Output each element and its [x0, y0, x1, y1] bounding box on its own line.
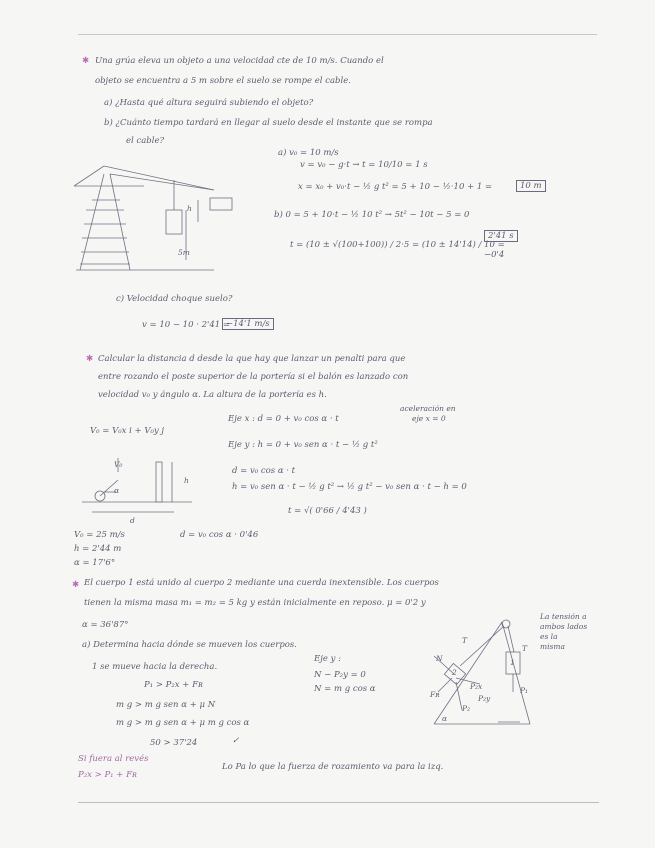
force-N-label: N [436, 654, 443, 663]
problem-2-line-1: Calcular la distancia d desde la que hay que lanzar un penalti para que [98, 354, 406, 364]
force-T-hanging-label: T [522, 644, 528, 653]
incline-alpha-label: α [442, 714, 448, 723]
eje-y-label-3: Eje y : [314, 654, 341, 664]
force-P2x-label: P₂x [470, 682, 483, 691]
problem-1-bullet: ✱ [82, 56, 90, 66]
crane-5m-label: 5m [178, 248, 190, 257]
given-h: h = 2'44 m [74, 544, 122, 554]
problem-2-line-2: entre rozando el poste superior de la portería si el balón es lanzado con [98, 372, 409, 382]
crane-diagram [74, 160, 244, 280]
mass-2-label: 2 [452, 668, 457, 677]
force-P2-label: P₂ [462, 704, 471, 713]
problem-1-question-b-cont: el cable? [126, 136, 165, 146]
alternative-case: Si fuera al revés [78, 754, 149, 764]
solution-1a-position: x = x₀ + v₀·t − ½ g t² = 5 + 10 − ½·10 + 1 = [298, 182, 493, 192]
force-P2y-label: P₂y [478, 694, 491, 703]
equation-t: t = √( 0'66 / 4'43 ) [288, 506, 367, 516]
penalty-v0-label: V₀ [114, 460, 123, 469]
page-top-rule [78, 34, 597, 35]
note-axis-x-zero: eje x = 0 [412, 414, 446, 423]
answer-1a-box: 10 m [516, 180, 546, 192]
step-5-result: 50 > 37'24 [150, 738, 198, 748]
given-v0: V₀ = 25 m/s [74, 530, 125, 540]
problem-2-bullet: ✱ [86, 354, 94, 364]
crane-height-label: h [187, 204, 192, 213]
problem-1-line-2: objeto se encuentra a 5 m sobre el suelo se rompe el cable. [95, 76, 351, 86]
problem-3-line-1: El cuerpo 1 está unido al cuerpo 2 mediante una cuerda inextensible. Los cuerpos [84, 578, 439, 588]
solution-1c: v = 10 − 10 · 2'41 = [142, 320, 230, 330]
problem-3-question-a: a) Determina hacia dónde se mueven los cuerpos. [82, 640, 297, 650]
answer-1c-box: −14'1 m/s [222, 318, 274, 330]
velocity-vector-eq: V₀ = V₀x i + V₀y j [90, 426, 165, 436]
mass-1-label: 1 [510, 658, 515, 667]
penalty-diagram [82, 448, 192, 520]
solution-1b-equation: b) 0 = 5 + 10·t − ½ 10 t² → 5t² − 10t − 5 = 0 [274, 210, 470, 220]
solution-1a-v0: a) v₀ = 10 m/s [278, 148, 339, 158]
equation-d: d = v₀ cos α · t [232, 466, 296, 476]
force-FR-label: Fʀ [430, 690, 440, 699]
page-bottom-rule [78, 802, 599, 803]
solution-1a-velocity: v = v₀ − g·t → t = 10/10 = 1 s [300, 160, 428, 170]
problem-3-line-3: α = 36'87° [82, 620, 129, 630]
penalty-alpha-label: α [114, 486, 120, 495]
answer-1b-negative: −0'4 [484, 250, 505, 260]
problem-3-line-2: tienen la misma masa m₁ = m₂ = 5 kg y están inicialmente en reposo. μ = 0'2 y [84, 598, 426, 608]
check-mark: ✓ [232, 736, 240, 746]
problem-2-line-3: velocidad v₀ y ángulo α. La altura de la portería es h. [98, 390, 327, 400]
equation-h: h = v₀ sen α · t − ½ g t² → ½ g t² − v₀ sen α · t − h = 0 [232, 482, 467, 492]
tension-note-3: es la [540, 632, 558, 641]
problem-3-bullet: ✱ [72, 580, 80, 590]
step-3-inequality: m g > m g sen α + μ N [116, 700, 216, 710]
tension-note-2: ambos lados [540, 622, 588, 631]
force-T-incline-label: T [462, 636, 468, 645]
note-acceleration: aceleración en [400, 404, 456, 413]
result-d: d = v₀ cos α · 0'46 [180, 530, 259, 540]
given-alpha: α = 17'6° [74, 558, 116, 568]
conclusion: Lo Pa lo que la fuerza de rozamiento va para la izq. [222, 762, 444, 772]
problem-1-question-c: c) Velocidad choque suelo? [116, 294, 233, 304]
problem-1-question-a: a) ¿Hasta qué altura seguirá subiendo el objeto? [104, 98, 314, 108]
answer-1b-box: 2'41 s [484, 230, 518, 242]
eje-x-equation: Eje x : d = 0 + v₀ cos α · t [228, 414, 339, 424]
eje-y-equation-3: N − P₂y = 0 [314, 670, 366, 680]
tension-note-1: La tensión a [540, 612, 587, 621]
eje-y-equation: Eje y : h = 0 + v₀ sen α · t − ½ g t² [228, 440, 378, 450]
incline-pulley-diagram [420, 612, 560, 730]
penalty-h-label: h [184, 476, 189, 485]
solution-1b-quadratic: t = (10 ± √(100+100)) / 2·5 = (10 ± 14'14) / 10 = [290, 240, 505, 250]
step-1-direction: 1 se mueve hacia la derecha. [92, 662, 218, 672]
force-P1-label: P₁ [520, 686, 529, 695]
step-2-inequality: P₁ > P₂x + Fʀ [144, 680, 203, 690]
problem-1-line-1: Una grúa eleva un objeto a una velocidad cte de 10 m/s. Cuando el [95, 56, 384, 66]
penalty-d-label: d [130, 516, 135, 525]
normal-force-equation: N = m g cos α [314, 684, 376, 694]
problem-1-question-b: b) ¿Cuánto tiempo tardará en llegar al suelo desde el instante que se rompa [104, 118, 433, 128]
tension-note-4: misma [540, 642, 565, 651]
alternative-inequality: P₂x > P₁ + Fʀ [78, 770, 137, 780]
step-4-inequality: m g > m g sen α + μ m g cos α [116, 718, 250, 728]
